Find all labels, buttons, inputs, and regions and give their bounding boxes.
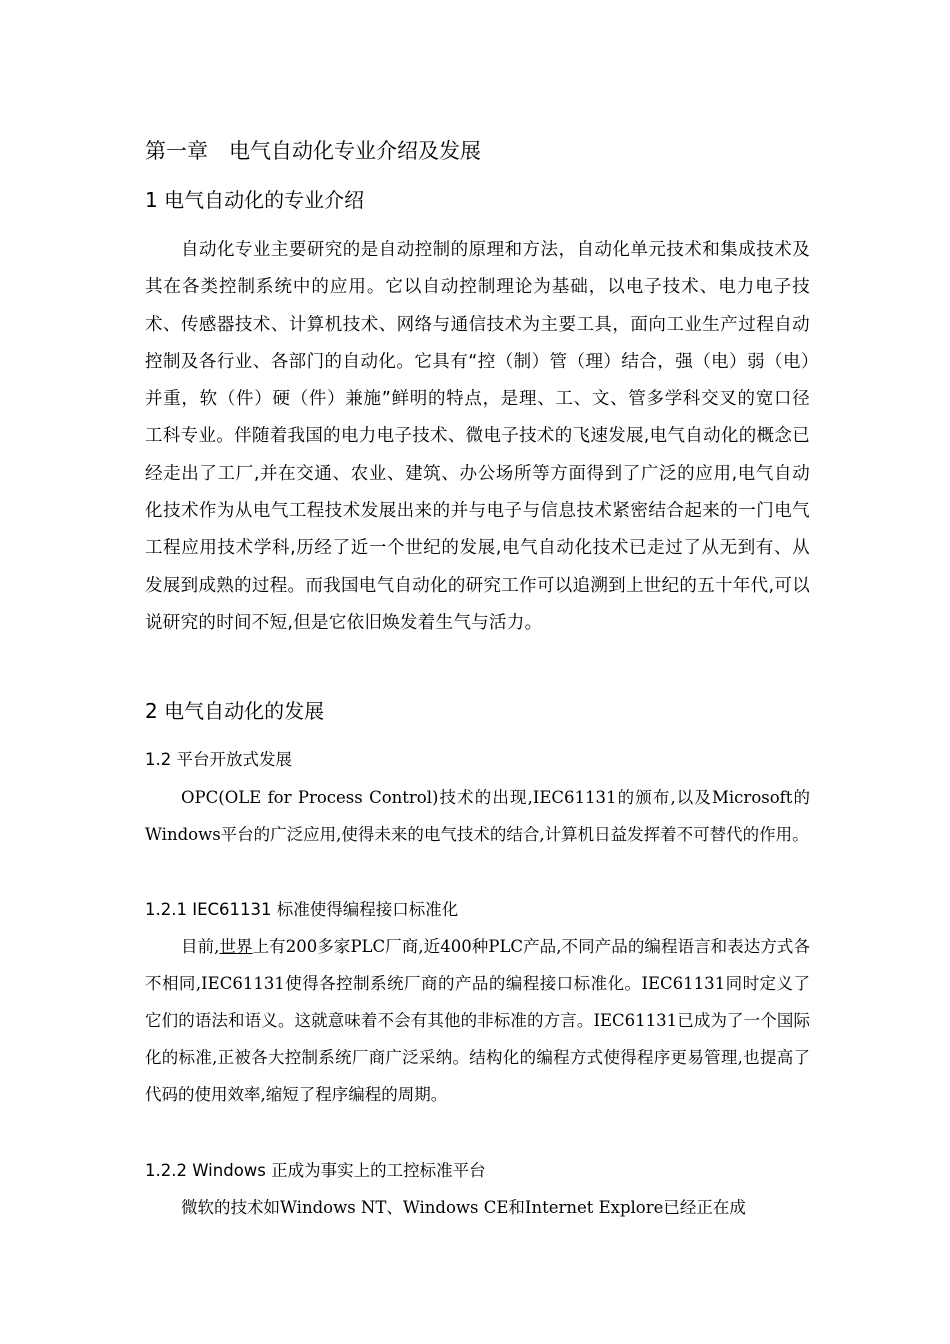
subsection-heading-1-2-1: 1.2.1 IEC61131 标准使得编程接口标准化	[145, 900, 459, 919]
section-1-paragraph: 自动化专业主要研究的是自动控制的原理和方法，自动化单元技术和集成技术及其在各类控制系统中的应用。它以自动控制理论为基础，以电子技术、电力电子技术、传感器技术、计算机技术、网络与通信技术为主要工具，面向工业生产过程自动控制及各行业、各部门的自动化。它具有“控（制）管（理）结合，强（电）弱（电）并重，软（件）硬（件）兼施”鲜明的特点，是理、工、文、管多学科交叉的宽口径工科专业。伴随着我国的电力电子技术、微电子技术的飞速发展,电气自动化的概念已经走出了工厂,并在交通、农业、建筑、办公场所等方面得到了广泛的应用,电气自动化技术作为从电气工程技术发展出来的并与电子与信息技术紧密结合起来的一门电气工程应用技术学科,历经了近一个世纪的发展,电气自动化技术已走过了从无到有、从发展到成熟的过程。而我国电气自动化的研究工作可以追溯到上世纪的五十年代,可以说研究的时间不短,但是它依旧焕发着生气与活力。	[145, 240, 810, 633]
section-heading-1: 1 电气自动化的专业介绍	[145, 188, 365, 212]
subsection-heading-1-2-2: 1.2.2 Windows 正成为事实上的工控标准平台	[145, 1161, 486, 1180]
world-link[interactable]: 世界	[219, 937, 253, 956]
paragraph-text-start: 目前,	[181, 937, 220, 956]
subsection-1-2-1-paragraph	[145, 928, 810, 1113]
subsection-1-2-2-paragraph: 微软的技术如Windows NT、Windows CE和Internet Explore已经正在成	[181, 1198, 746, 1217]
paragraph-text-rest: 上有200多家PLC厂商,近400种PLC产品,不同产品的编程语言和表达方式各不相同,IEC61131使得各控制系统厂商的产品的编程接口标准化。IEC61131同时定义了它们的语法和语义。这就意味着不会有其他的非标准的方言。IEC61131已成为了一个国际化的标准,正被各大控制系统厂商广泛采纳。结构化的编程方式使得程序更易管理,也提高了代码的使用效率,缩短了程序编程的周期。	[145, 937, 811, 1104]
chapter-title: 第一章 电气自动化专业介绍及发展	[145, 139, 481, 163]
subsection-heading-1-2: 1.2 平台开放式发展	[145, 750, 292, 769]
subsection-1-2-paragraph: OPC(OLE for Process Control)技术的出现,IEC61131的颁布,以及Microsoft的Windows平台的广泛应用,使得未来的电气技术的结合,计算机日益发挥着不可替代的作用。	[145, 788, 810, 844]
section-heading-2: 2 电气自动化的发展	[145, 699, 325, 723]
